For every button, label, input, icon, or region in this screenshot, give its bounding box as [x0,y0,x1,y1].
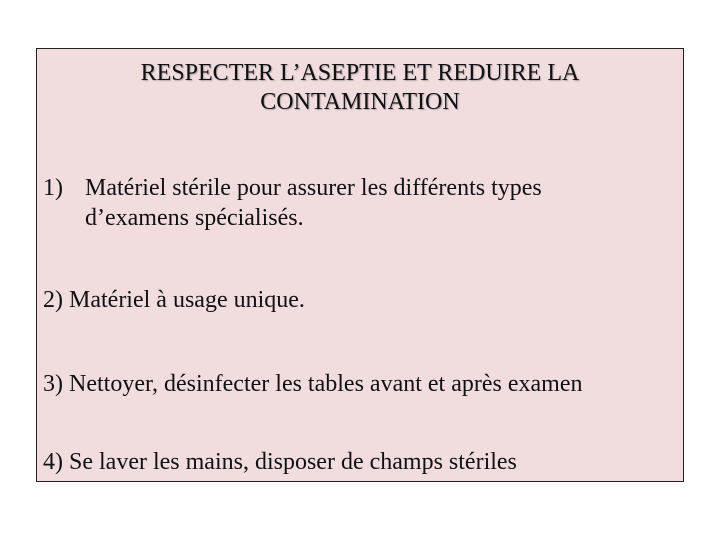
list-item-1-text-1: Matériel stérile pour assurer les différents types [85,175,542,201]
list-item-1-line-1 [43,173,542,203]
list-item-2 [43,285,305,315]
list-item-2-number: 2) [43,287,63,313]
list-item-1-number: 1) [43,175,63,201]
list-item-4 [43,447,517,477]
list-item-1 [43,173,542,233]
title-line-1: RESPECTER L’ASEPTIE ET REDUIRE LA [140,60,580,86]
title-line-2: CONTAMINATION [260,89,460,115]
list-item-4-text: Se laver les mains, disposer de champs stériles [69,449,517,475]
slide-title [37,59,683,117]
list-item-2-text: Matériel à usage unique. [69,287,305,313]
list-item-3 [43,369,582,399]
content-panel [36,48,684,482]
list-item-3-text: Nettoyer, désinfecter les tables avant et après examen [69,371,583,397]
list-item-4-number: 4) [43,449,63,475]
list-item-1-text-2: d’examens spécialisés. [85,205,304,231]
list-item-3-number: 3) [43,371,63,397]
